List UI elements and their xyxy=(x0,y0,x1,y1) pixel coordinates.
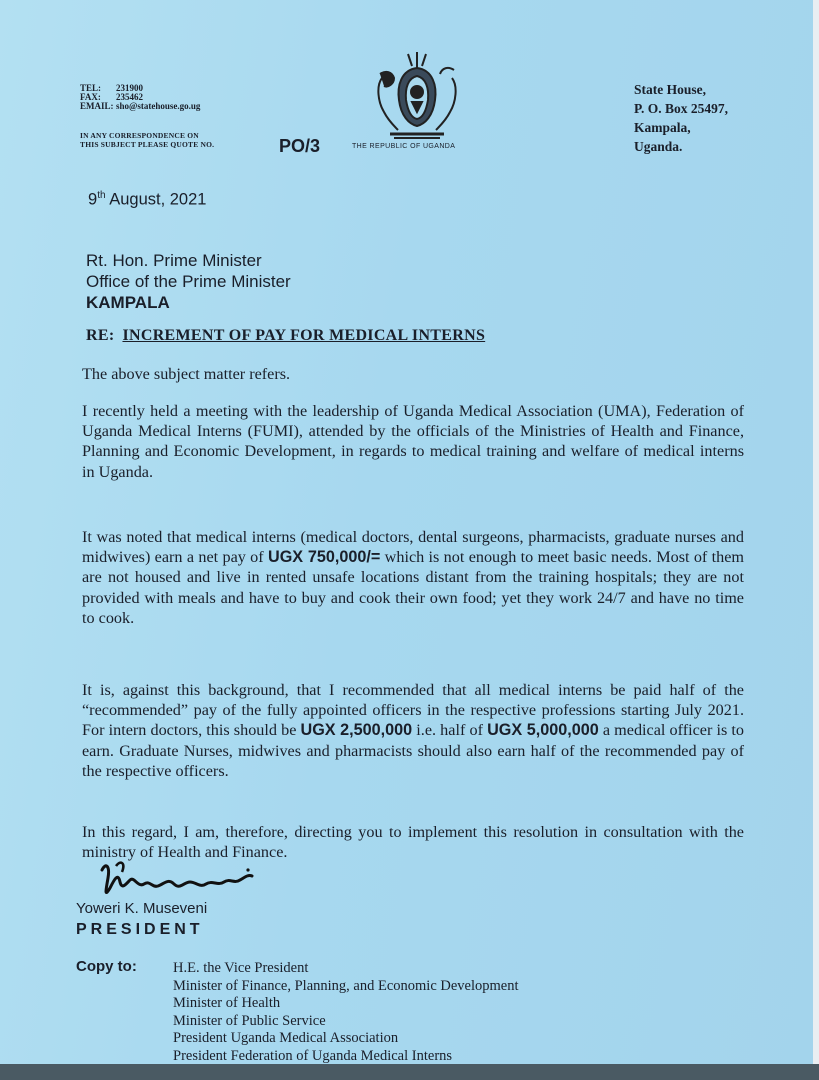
subject-label: RE: xyxy=(86,327,115,344)
body-paragraph-5: In this regard, I am, therefore, directing you to implement this resolution in consultation with the ministry of Health and Finance. xyxy=(82,823,744,862)
copy-recipient: Minister of Finance, Planning, and Economic Development xyxy=(173,977,519,994)
photo-edge-bottom xyxy=(0,1064,819,1080)
recipient-block xyxy=(86,250,291,313)
copy-to-list xyxy=(173,960,519,1065)
reference-number: PO/3 xyxy=(279,136,321,156)
signatory-name: Yoweri K. Museveni xyxy=(76,900,208,917)
signatory-title: PRESIDENT xyxy=(76,921,204,938)
republic-caption: THE REPUBLIC OF UGANDA xyxy=(352,143,456,150)
quote-line-1: IN ANY CORRESPONDENCE ON xyxy=(80,131,199,140)
sender-address xyxy=(634,80,728,156)
copy-recipient: Minister of Health xyxy=(173,995,281,1011)
date-rest: August, 2021 xyxy=(105,190,207,209)
subject-text: INCREMENT OF PAY FOR MEDICAL INTERNS xyxy=(122,327,486,344)
body-paragraph-2: I recently held a meeting with the leadership of Uganda Medical Association (UMA), Federation of Uganda Medical Interns (FUMI), attended by the officials of the Ministries of Health and Finance, Planning and Economic Development, in regards to medical training and welfare of medical interns in Uganda. xyxy=(82,402,744,481)
photo-edge-right xyxy=(813,0,819,1080)
copy-to-label: Copy to: xyxy=(76,958,137,975)
coat-of-arms-icon xyxy=(368,48,466,144)
recipient-line-1: Rt. Hon. Prime Minister xyxy=(86,251,262,270)
p3-text-c: which is not enough to meet basic needs. Most of them are not housed and live in rented unsafe locations distant from the training hospitals; they are not provided with meals and have to buy and cook their own food; yet they work 24/7 and have no time to cook. xyxy=(82,548,745,627)
date-day: 9 xyxy=(88,190,98,209)
p3-amount: UGX 750,000/= xyxy=(268,548,381,567)
p4-amount-2: UGX 5,000,000 xyxy=(487,721,599,740)
contact-block xyxy=(80,84,200,111)
subject-line xyxy=(86,327,485,345)
letter-date xyxy=(88,190,206,210)
p4-text-e: a medical officer is to earn. Graduate Nurses, midwives and pharmacists should also earn half of the recommended pay of the respective officers. xyxy=(82,721,744,780)
tel-label: TEL: xyxy=(80,83,102,93)
copy-recipient: H.E. the Vice President xyxy=(173,960,309,976)
body-paragraph-4 xyxy=(82,680,744,781)
quote-line-2: THIS SUBJECT PLEASE QUOTE NO. xyxy=(80,140,215,149)
email-value: sho@statehouse.go.ug xyxy=(116,101,201,111)
copy-recipient: President Federation of Uganda Medical Interns xyxy=(173,1047,453,1064)
address-line: P. O. Box 25497, xyxy=(634,101,729,116)
copy-recipient: President Uganda Medical Association xyxy=(173,1030,399,1046)
date-suffix: th xyxy=(97,190,106,201)
copy-recipient: Minister of Public Service xyxy=(173,1012,326,1029)
address-line: Kampala, xyxy=(634,120,691,135)
p3-text-a: It was noted that medical interns (medical doctors, dental surgeons, pharmacists, graduate nurses and midwives) earn a net pay of xyxy=(82,528,744,567)
p4-text-c: i.e. half of xyxy=(412,721,488,740)
tel-value: 231900 xyxy=(116,83,143,93)
body-paragraph-1: The above subject matter refers. xyxy=(82,365,291,383)
address-line: Uganda. xyxy=(634,139,683,154)
recipient-city: KAMPALA xyxy=(86,293,170,312)
address-line: State House, xyxy=(634,82,706,97)
email-label: EMAIL: xyxy=(80,101,114,111)
quote-note xyxy=(80,131,214,149)
p4-text-a: It is, against this background, that I recommended that all medical interns be paid half of the “recommended” pay of the fully appointed officers in the respective professions starting July 2021. For intern doctors, this should be xyxy=(82,681,744,740)
p4-amount-1: UGX 2,500,000 xyxy=(300,721,413,740)
fax-value: 235462 xyxy=(116,92,143,102)
fax-label: FAX: xyxy=(80,92,101,102)
body-paragraph-3 xyxy=(82,527,744,628)
recipient-line-2: Office of the Prime Minister xyxy=(86,272,291,291)
